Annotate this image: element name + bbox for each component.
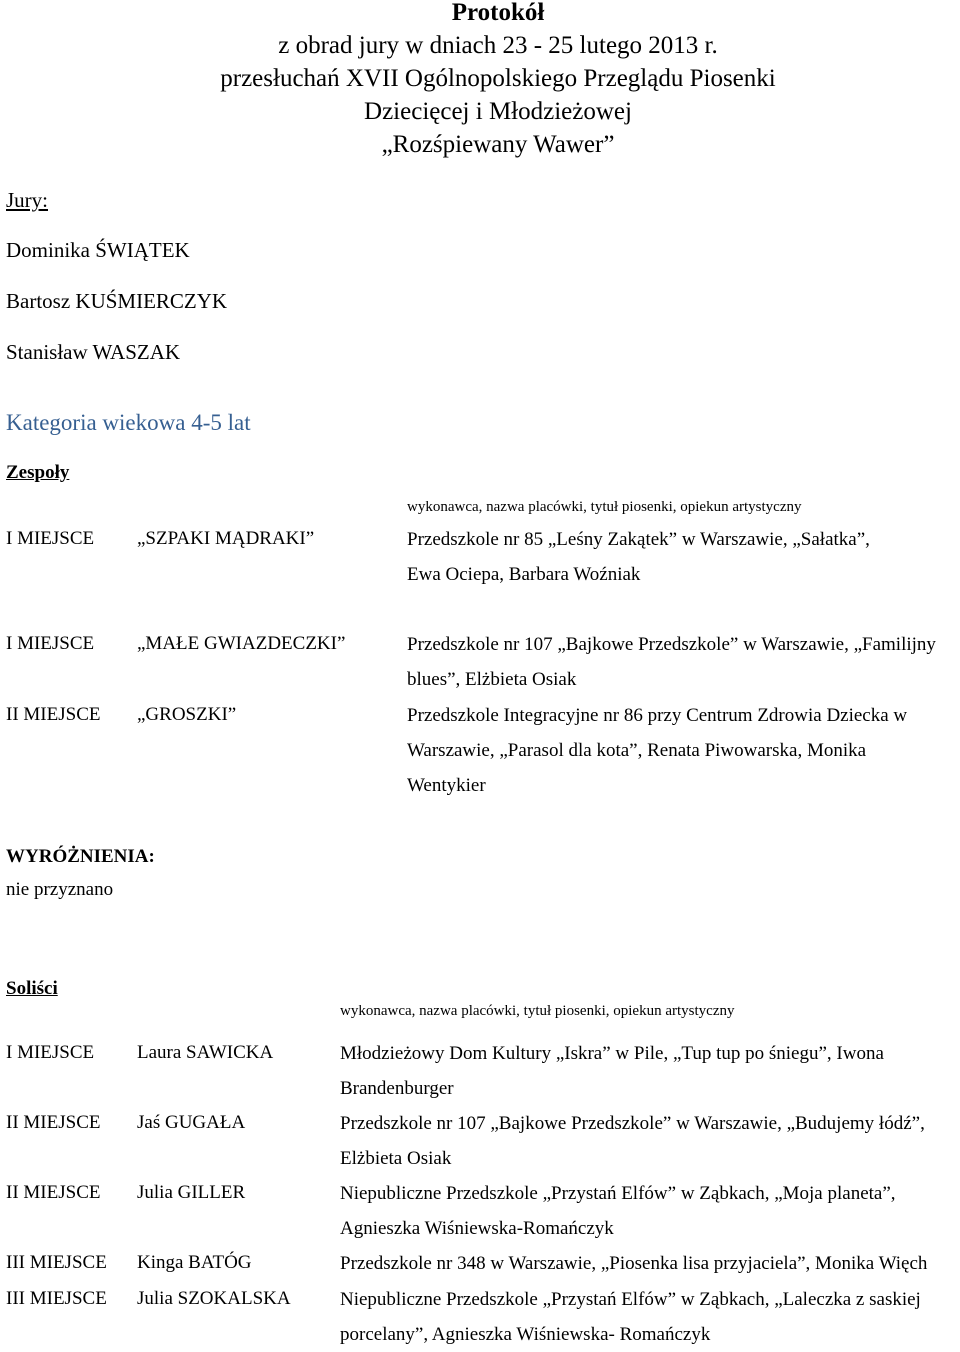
soloist-description: Niepubliczne Przedszkole „Przystań Elfów” w Ząbkach, „Laleczka z saskiej porcelany”, Agnieszka Wiśniewska- Romańczyk: [340, 1289, 921, 1345]
soloists-column-header: wykonawca, nazwa placówki, tytuł piosenki, opiekun artystyczny: [340, 1003, 735, 1019]
subtitle-line: przesłuchań XVII Ogólnopolskiego Przeglądu Piosenki: [220, 65, 776, 92]
soloist-place: III MIEJSCE: [6, 1288, 107, 1309]
group-place: II MIEJSCE: [6, 704, 101, 725]
soloist-place: I MIEJSCE: [6, 1042, 95, 1063]
honors-heading: WYRÓŻNIENIA:: [6, 846, 155, 867]
soloist-place: II MIEJSCE: [6, 1112, 101, 1133]
group-description: Przedszkole nr 107 „Bajkowe Przedszkole” w Warszawie, „Familijny blues”, Elżbieta Osiak: [407, 634, 936, 690]
jury-member: Stanisław WASZAK: [6, 340, 181, 364]
subtitle-line: „Rozśpiewany Wawer”: [381, 131, 615, 158]
soloist-place: II MIEJSCE: [6, 1182, 101, 1203]
subtitle-line: z obrad jury w dniach 23 - 25 lutego 2013 r.: [278, 32, 718, 59]
group-description: Przedszkole nr 85 „Leśny Zakątek” w Warszawie, „Sałatka”, Ewa Ociepa, Barbara Woźniak: [407, 529, 870, 585]
group-place: I MIEJSCE: [6, 528, 95, 549]
groups-column-header: wykonawca, nazwa placówki, tytuł piosenki, opiekun artystyczny: [407, 499, 802, 515]
group-place: I MIEJSCE: [6, 633, 95, 654]
soloist-description: Niepubliczne Przedszkole „Przystań Elfów” w Ząbkach, „Moja planeta”, Agnieszka Wiśniewska-Romańczyk: [340, 1183, 896, 1239]
honors-value: nie przyznano: [6, 879, 114, 900]
page-title: Protokół: [451, 0, 545, 26]
soloist-name: Laura SAWICKA: [137, 1042, 274, 1063]
category-heading: Kategoria wiekowa 4-5 lat: [6, 410, 251, 435]
subtitle-line: Dziecięcej i Młodzieżowej: [364, 98, 632, 125]
soloist-name: Kinga BATÓG: [137, 1252, 252, 1273]
soloists-heading: Soliści: [6, 978, 58, 999]
group-description: Przedszkole Integracyjne nr 86 przy Centrum Zdrowia Dziecka w Warszawie, „Parasol dla kota”, Renata Piwowarska, Monika Wentykier: [407, 705, 908, 796]
soloist-name: Jaś GUGAŁA: [137, 1112, 246, 1133]
group-name: „GROSZKI”: [137, 704, 237, 725]
groups-heading: Zespoły: [6, 462, 70, 483]
soloist-name: Julia SZOKALSKA: [137, 1288, 291, 1309]
soloist-place: III MIEJSCE: [6, 1252, 107, 1273]
soloist-name: Julia GILLER: [137, 1182, 246, 1203]
jury-member: Bartosz KUŚMIERCZYK: [6, 289, 228, 313]
group-name: „MAŁE GWIAZDECZKI”: [137, 633, 346, 654]
jury-heading: Jury:: [6, 188, 48, 212]
jury-member: Dominika ŚWIĄTEK: [6, 238, 190, 262]
soloist-description: Młodzieżowy Dom Kultury „Iskra” w Pile, „Tup tup po śniegu”, Iwona Brandenburger: [340, 1043, 884, 1099]
group-name: „SZPAKI MĄDRAKI”: [137, 528, 315, 549]
soloist-description: Przedszkole nr 107 „Bajkowe Przedszkole” w Warszawie, „Budujemy łódź”, Elżbieta Osiak: [340, 1113, 925, 1169]
soloist-description: Przedszkole nr 348 w Warszawie, „Piosenka lisa przyjaciela”, Monika Więch: [340, 1253, 928, 1274]
